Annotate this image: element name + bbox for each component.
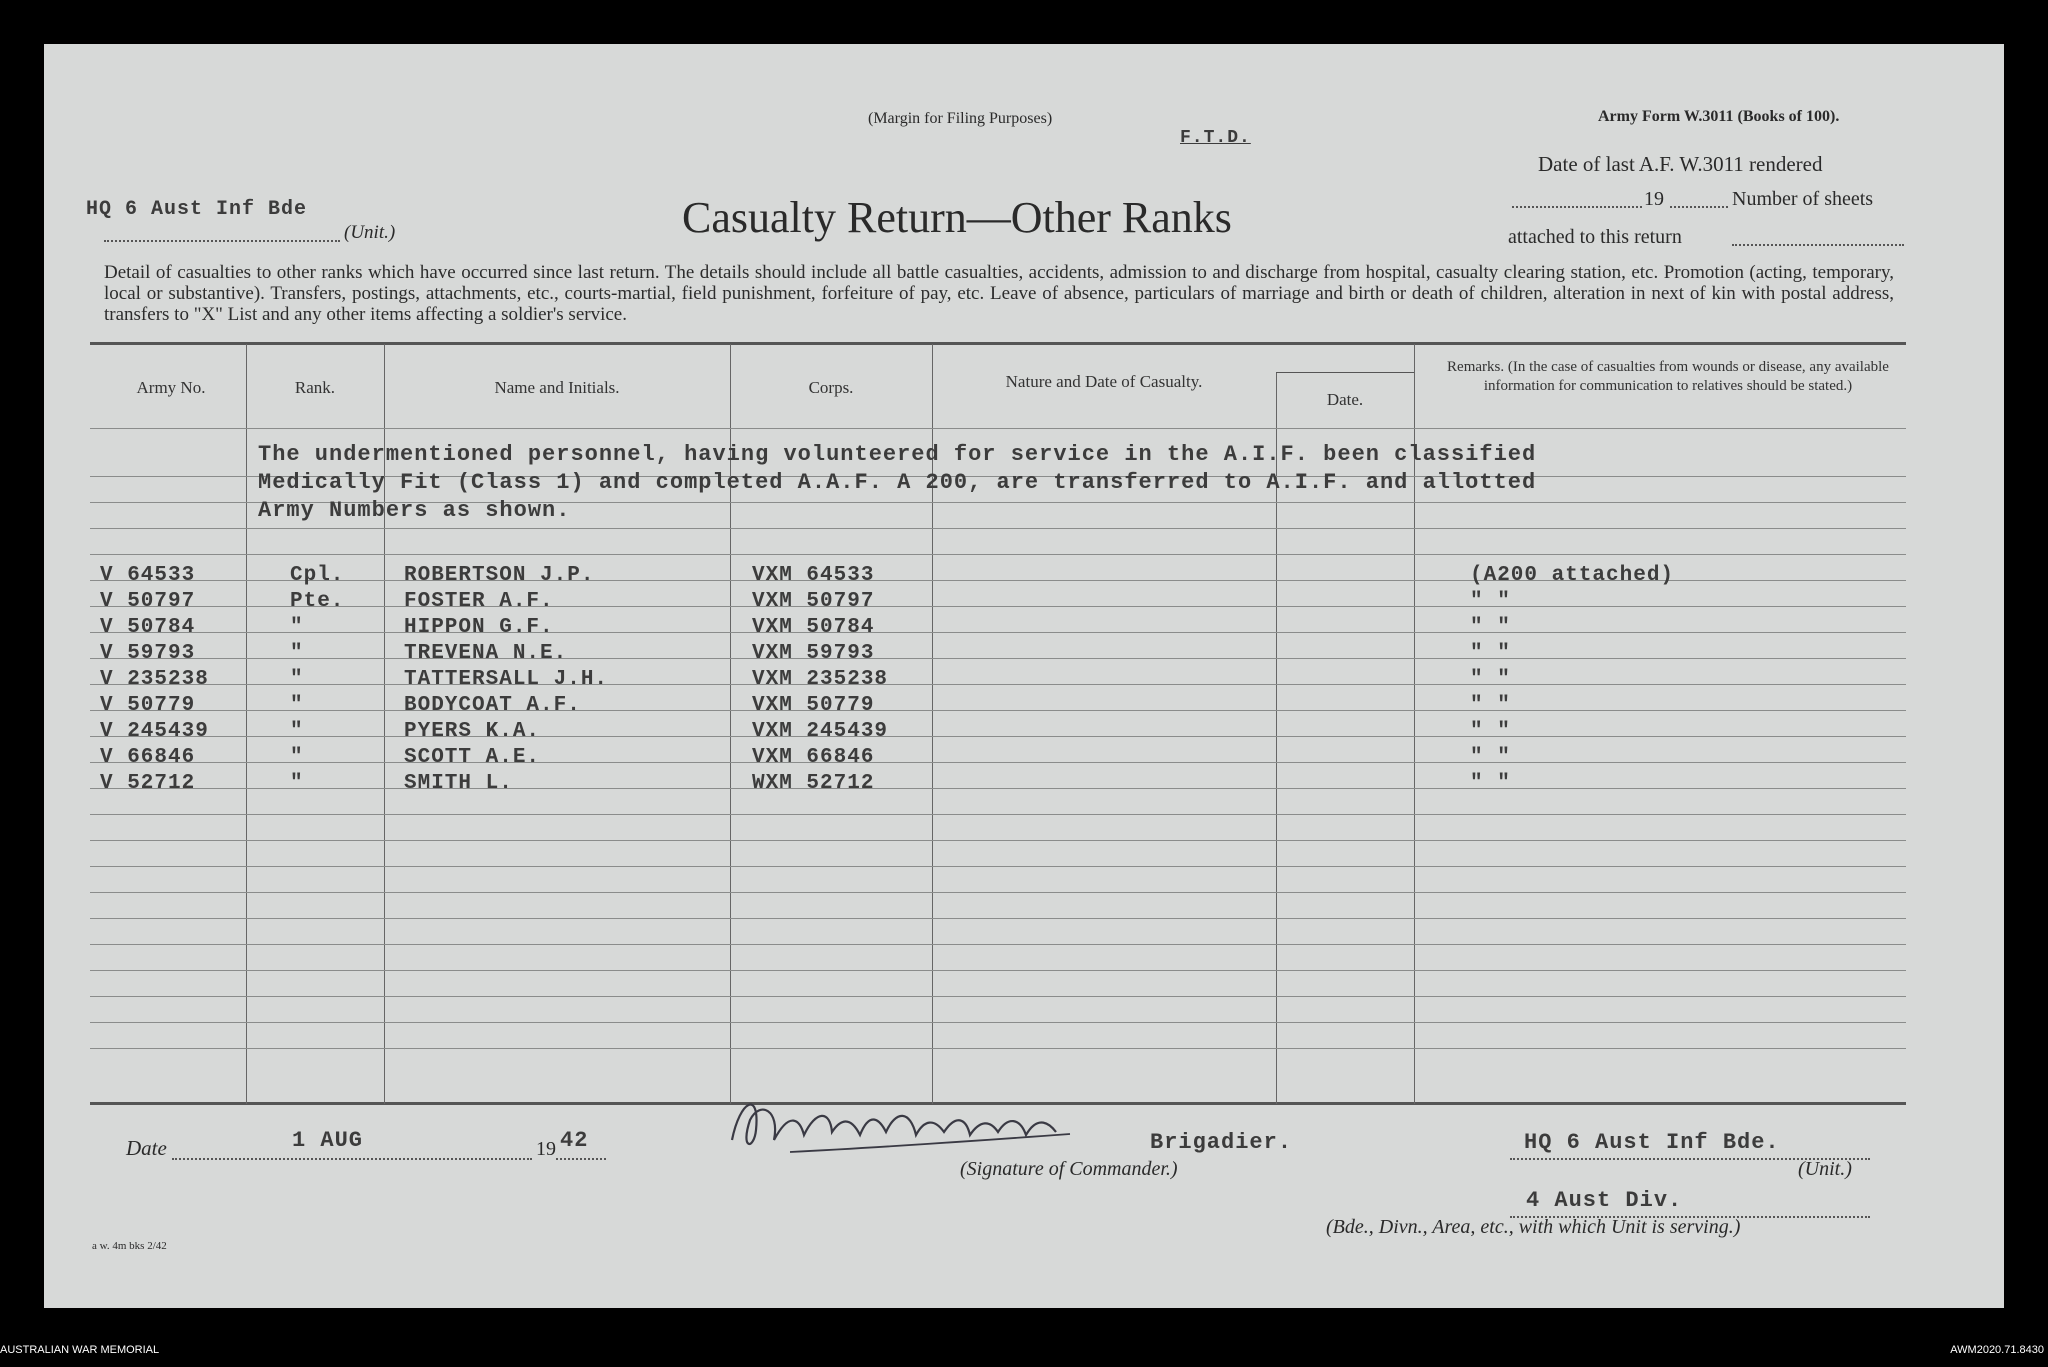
cell-army-no: V 59793 bbox=[100, 642, 196, 665]
year-prefix: 19 bbox=[1644, 188, 1664, 210]
row-rule bbox=[90, 658, 1906, 659]
cell-army-no: V 50779 bbox=[100, 694, 196, 717]
cell-remarks: " " bbox=[1470, 694, 1511, 717]
date-label: Date bbox=[126, 1136, 167, 1160]
ftd-stamp: F.T.D. bbox=[1180, 128, 1251, 148]
cell-remarks: " " bbox=[1470, 772, 1511, 795]
cell-army-no: V 50797 bbox=[100, 590, 196, 613]
cell-rank: " bbox=[290, 616, 304, 639]
col-corps: Corps. bbox=[808, 378, 854, 397]
archive-credit: AUSTRALIAN WAR MEMORIAL bbox=[0, 1344, 160, 1356]
cell-corps: VXM 50784 bbox=[752, 616, 875, 639]
col-nature: Nature and Date of Casualty. bbox=[1005, 372, 1203, 391]
cell-corps: VXM 64533 bbox=[752, 564, 875, 587]
row-rule bbox=[90, 736, 1906, 737]
archive-id: AWM2020.71.8430 bbox=[1950, 1344, 2044, 1356]
cell-name: HIPPON G.F. bbox=[404, 616, 554, 639]
cell-remarks: (A200 attached) bbox=[1470, 564, 1675, 587]
row-rule bbox=[90, 684, 1906, 685]
cell-remarks: " " bbox=[1470, 720, 1511, 743]
cell-corps: VXM 50797 bbox=[752, 590, 875, 613]
cell-corps: VXM 235238 bbox=[752, 668, 889, 691]
row-rule bbox=[90, 428, 1906, 429]
cell-corps: VXM 59793 bbox=[752, 642, 875, 665]
row-rule bbox=[90, 918, 1906, 919]
footer-unit-value: HQ 6 Aust Inf Bde. bbox=[1524, 1130, 1780, 1155]
cell-remarks: " " bbox=[1470, 668, 1511, 691]
cell-rank: " bbox=[290, 642, 304, 665]
note-line-3: Army Numbers as shown. bbox=[258, 498, 571, 523]
unit-label: (Unit.) bbox=[344, 222, 396, 243]
cell-name: SCOTT A.E. bbox=[404, 746, 541, 769]
cell-army-no: V 50784 bbox=[100, 616, 196, 639]
row-rule bbox=[90, 788, 1906, 789]
cell-rank: Pte. bbox=[290, 590, 345, 613]
cell-name: ROBERTSON J.P. bbox=[404, 564, 595, 587]
division-value: 4 Aust Div. bbox=[1526, 1188, 1683, 1213]
row-rule bbox=[90, 554, 1906, 555]
commander-signature bbox=[720, 1080, 1140, 1170]
col-remarks: Remarks. (In the case of casualties from wounds or disease, any available information for communication to relatives should be stated.) bbox=[1447, 359, 1889, 394]
attached-label: attached to this return bbox=[1508, 226, 1682, 248]
cell-army-no: V 245439 bbox=[100, 720, 209, 743]
unit-value: HQ 6 Aust Inf Bde bbox=[86, 198, 308, 221]
cell-name: TREVENA N.E. bbox=[404, 642, 568, 665]
cell-name: BODYCOAT A.F. bbox=[404, 694, 581, 717]
margin-note: (Margin for Filing Purposes) bbox=[868, 110, 1053, 127]
cell-rank: " bbox=[290, 720, 304, 743]
page-title: Casualty Return—Other Ranks bbox=[682, 193, 1232, 242]
cell-army-no: V 52712 bbox=[100, 772, 196, 795]
cell-corps: WXM 52712 bbox=[752, 772, 875, 795]
sheets-label: Number of sheets bbox=[1732, 188, 1874, 210]
cell-corps: VXM 245439 bbox=[752, 720, 889, 743]
commander-rank: Brigadier. bbox=[1150, 1130, 1293, 1155]
instructions: Detail of casualties to other ranks which have occurred since last return. The details should include all battle casualties, accidents, admission to and discharge from hospital, casualty clearing station, etc. Promotion (acting, temporary, local or substantive). Transfers, postings, attachments, etc., courts-martial, field punishment, forfeiture of pay, etc. Leave of absence, particulars of marriage and birth or death of children, alteration in next of kin with postal address, transfers to "X" List and any other items affecting a soldier's service. bbox=[104, 262, 1894, 325]
date-value: 1 AUG bbox=[292, 1128, 364, 1153]
footer-year-value: 42 bbox=[560, 1128, 589, 1153]
cell-rank: " bbox=[290, 772, 304, 795]
cell-corps: VXM 66846 bbox=[752, 746, 875, 769]
cell-remarks: " " bbox=[1470, 746, 1511, 769]
row-rule bbox=[90, 996, 1906, 997]
cell-name: PYERS K.A. bbox=[404, 720, 541, 743]
row-rule bbox=[90, 528, 1906, 529]
row-rule bbox=[90, 970, 1906, 971]
row-rule bbox=[90, 944, 1906, 945]
row-rule bbox=[90, 1022, 1906, 1023]
row-rule bbox=[90, 632, 1906, 633]
cell-remarks: " " bbox=[1470, 642, 1511, 665]
cell-rank: " bbox=[290, 746, 304, 769]
cell-corps: VXM 50779 bbox=[752, 694, 875, 717]
row-rule bbox=[90, 866, 1906, 867]
cell-army-no: V 66846 bbox=[100, 746, 196, 769]
col-date: Date. bbox=[1326, 390, 1364, 409]
col-army-no: Army No. bbox=[136, 378, 206, 397]
row-rule bbox=[90, 814, 1906, 815]
signature-label: (Signature of Commander.) bbox=[960, 1158, 1178, 1180]
last-rendered-label: Date of last A.F. W.3011 rendered bbox=[1538, 152, 1823, 176]
cell-army-no: V 64533 bbox=[100, 564, 196, 587]
footer-unit-label: (Unit.) bbox=[1798, 1158, 1852, 1180]
cell-name: SMITH L. bbox=[404, 772, 513, 795]
print-code: a w. 4m bks 2/42 bbox=[92, 1240, 167, 1252]
note-line-1: The undermentioned personnel, having volunteered for service in the A.I.F. been classified bbox=[258, 442, 1537, 467]
footer-year-prefix: 19 bbox=[536, 1138, 556, 1160]
row-rule bbox=[90, 840, 1906, 841]
cell-rank: " bbox=[290, 694, 304, 717]
row-rule bbox=[90, 710, 1906, 711]
form-id: Army Form W.3011 (Books of 100). bbox=[1598, 108, 1840, 125]
cell-rank: " bbox=[290, 668, 304, 691]
col-name: Name and Initials. bbox=[494, 378, 620, 397]
cell-rank: Cpl. bbox=[290, 564, 345, 587]
row-rule bbox=[90, 762, 1906, 763]
note-line-2: Medically Fit (Class 1) and completed A.A.F. A 200, are transferred to A.I.F. and allotted bbox=[258, 470, 1537, 495]
cell-remarks: " " bbox=[1470, 616, 1511, 639]
row-rule bbox=[90, 892, 1906, 893]
row-rule bbox=[90, 1048, 1906, 1049]
serving-label: (Bde., Divn., Area, etc., with which Unit is serving.) bbox=[1326, 1216, 1741, 1238]
row-rule bbox=[90, 606, 1906, 607]
cell-remarks: " " bbox=[1470, 590, 1511, 613]
cell-name: FOSTER A.F. bbox=[404, 590, 554, 613]
cell-name: TATTERSALL J.H. bbox=[404, 668, 609, 691]
cell-army-no: V 235238 bbox=[100, 668, 209, 691]
col-rank: Rank. bbox=[294, 378, 336, 397]
